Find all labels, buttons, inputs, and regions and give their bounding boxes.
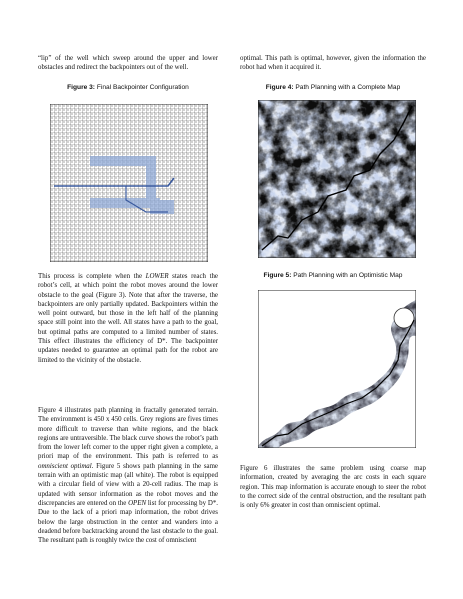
left-paragraph-bottom-part2: . Figure 5 shows path planning in the same terrain with an optimistic map (all white). The robot is equipped with a circular field of view with a 20-cell radius. The map is updated with sensor information as the robot moves and the discrepancies are entered on the xyxy=(38,462,218,507)
left-paragraph-bottom-wrap xyxy=(38,406,218,545)
figure-5-optimistic-map xyxy=(258,290,416,448)
right-paragraph-bottom-wrap xyxy=(240,464,426,510)
figure-5-label: Figure 5: xyxy=(263,272,292,279)
left-paragraph-bottom-part3: list for processing by D*. Due to the lack of a priori map information, the robot drives below the large obstruction in the center and wanders into a deadend before backtracking around the last obstacle to the goal. The resultant path is roughly twice the cost of omniscient xyxy=(38,499,218,545)
figure-3-title: Final Backpointer Configuration xyxy=(95,84,189,91)
figure-3-label: Figure 3: xyxy=(67,84,95,91)
figure-4-complete-map xyxy=(258,100,416,258)
figure-4-title: Path Planning with a Complete Map xyxy=(293,84,401,91)
right-column xyxy=(240,54,426,73)
figure-3-backpointer-grid xyxy=(50,104,208,262)
lower-term: LOWER xyxy=(145,273,169,280)
figure-5-title: Path Planning with an Optimistic Map xyxy=(291,272,403,279)
figure-4-label: Figure 4: xyxy=(265,84,294,91)
left-paragraph-top: “lip” of the well which sweep around the upper and lower obstacles and redirect the backpointers out of the well. xyxy=(38,55,218,72)
left-paragraph-mid xyxy=(38,272,218,365)
open-term: OPEN xyxy=(128,499,147,507)
right-paragraph-bottom: Figure 6 illustrates the same problem using coarse map information, created by averaging the arc costs in each square region. This map information is accurate enough to steer the robot to the correct side of the central obstruction, and the resultant path is only 6% greater in cost than omniscient optimal. xyxy=(240,465,426,510)
left-paragraph-mid-wrap xyxy=(38,272,218,365)
figure-4-caption xyxy=(240,84,426,91)
left-paragraph-mid-part1: This process is complete when the xyxy=(38,273,146,280)
left-paragraph-bottom-part1: Figure 4 illustrates path planning in fractally generated terrain. The environment is 450 x 450 cells. Grey regions are fives times more difficult to traverse than white regions, and the black regions are untraversible. The black curve shows the robot’s path from the lower left corner to the upper right given a complete, a priori map of the environment. This path is referred to as xyxy=(38,407,218,461)
omniscient-optimal-term: omniscient optimal xyxy=(38,462,92,470)
right-paragraph-top: optimal. This path is optimal, however, given the information the robot had when it acquired it. xyxy=(240,55,426,72)
figure-3-caption xyxy=(38,84,218,91)
figure-5-caption xyxy=(240,272,426,279)
left-paragraph-mid-part2: states reach the robot’s cell, at which point the robot moves around the lower obstacle to the goal (Figure 3). Note that after the traverse, the backpointers are only partially updated. Backpointers within the well point outward, but those in the left half of the planning space still point into the well. All states have a path to the goal, but optimal paths are computed to a limited number of states. This effect illustrates the efficiency of D*. The backpointer updates needed to guarantee an optimal path for the robot are limited to the vicinity of the obstacle. xyxy=(38,273,218,364)
left-paragraph-bottom xyxy=(38,406,218,545)
left-column xyxy=(38,54,218,73)
